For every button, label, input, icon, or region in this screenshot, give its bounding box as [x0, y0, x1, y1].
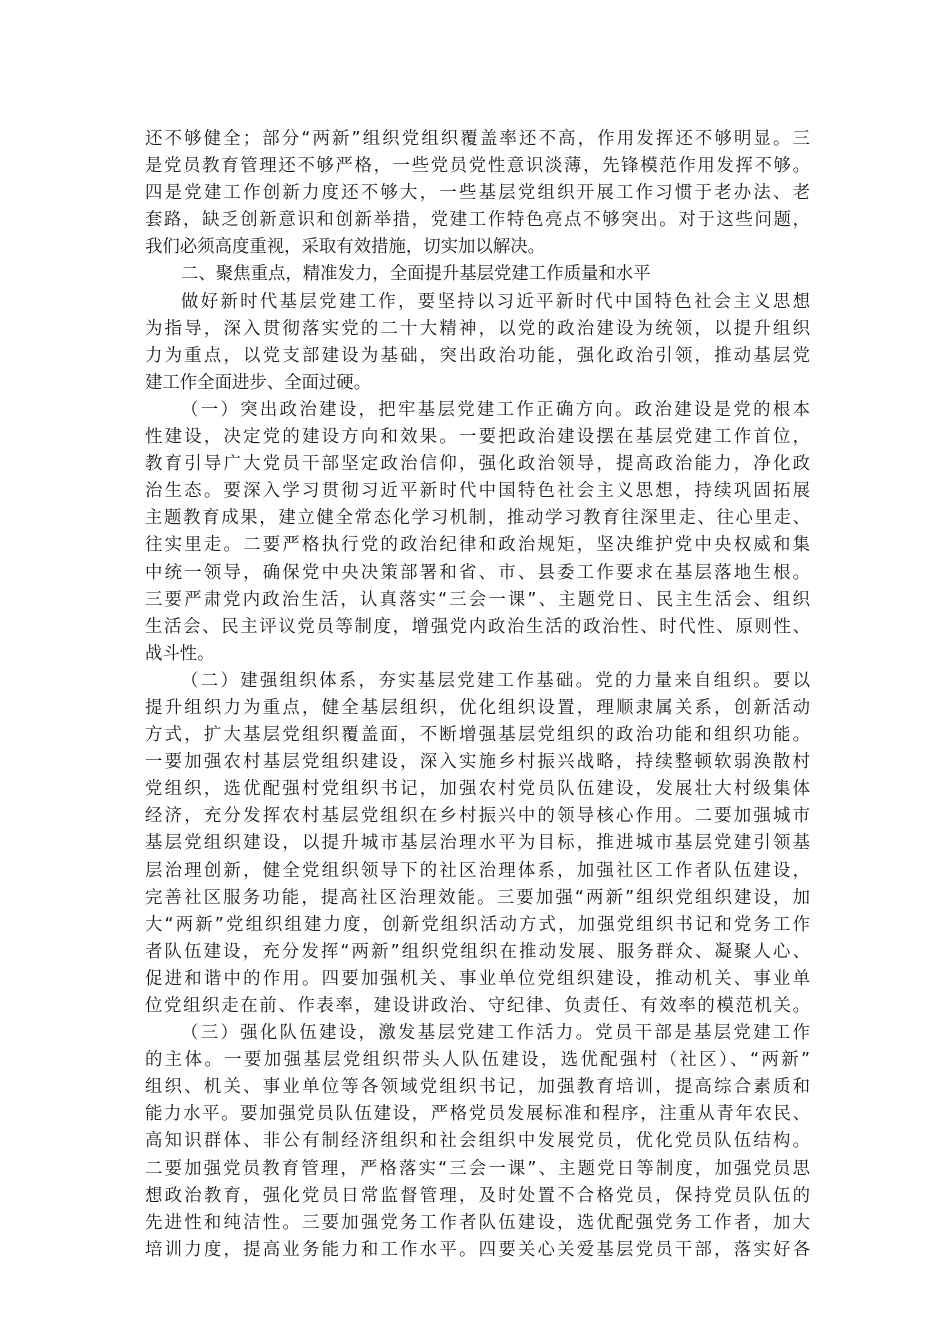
text-line: （三）强化队伍建设，激发基层党建工作活力。党员干部是基层党建工作 — [181, 1023, 810, 1044]
text-line: 能力水平。要加强党员队伍建设，严格党员发展标准和程序，注重从青年农民、 — [145, 1104, 810, 1125]
text-line: 先进性和纯洁性。三要加强党务工作者队伍建设，选优配强党务工作者，加大 — [145, 1212, 810, 1233]
text-line: 中统一领导，确保党中央决策部署和省、市、县委工作要求在基层落地生根。 — [145, 562, 810, 583]
document-body — [145, 126, 810, 1264]
text-line: （二）建强组织体系，夯实基层党建工作基础。党的力量来自组织。要以 — [181, 670, 810, 691]
text-line: 培训力度，提高业务能力和工作水平。四要关心关爱基层党员干部，落实好各 — [145, 1239, 810, 1260]
text-line: 往实里走。二要严格执行党的政治纪律和政治规矩，坚决维护党中央权威和集 — [145, 535, 810, 556]
text-line: 力为重点，以党支部建设为基础，突出政治功能，强化政治引领，推动基层党 — [145, 345, 810, 366]
text-line: 是党员教育管理还不够严格，一些党员党性意识淡薄，先锋模范作用发挥不够。 — [145, 156, 810, 177]
text-line: 层治理创新，健全党组织领导下的社区治理体系，加强社区工作者队伍建设， — [145, 860, 810, 881]
text-line: 生活会、民主评议党员等制度，增强党内政治生活的政治性、时代性、原则性、 — [145, 616, 810, 637]
text-line: 套路，缺乏创新意识和创新举措，党建工作特色亮点不够突出。对于这些问题， — [145, 210, 810, 231]
text-line: 者队伍建设，充分发挥“两新”组织党组织在推动发展、服务群众、凝聚人心、 — [145, 941, 810, 962]
text-line: 二、聚焦重点，精准发力，全面提升基层党建工作质量和水平 — [181, 264, 651, 285]
text-line: 为指导，深入贯彻落实党的二十大精神，以党的政治建设为统领，以提升组织 — [145, 318, 810, 339]
text-line: 一要加强农村基层党组织建设，深入实施乡村振兴战略，持续整顿软弱涣散村 — [145, 752, 810, 773]
text-line: 提升组织力为重点，健全基层组织，优化组织设置，理顺隶属关系，创新活动 — [145, 697, 810, 718]
text-line: 四是党建工作创新力度还不够大，一些基层党组织开展工作习惯于老办法、老 — [145, 183, 810, 204]
text-line: 方式，扩大基层党组织覆盖面，不断增强基层党组织的政治功能和组织功能。 — [145, 725, 810, 746]
text-line: 战斗性。 — [145, 643, 215, 664]
text-line: 促进和谐中的作用。四要加强机关、事业单位党组织建设，推动机关、事业单 — [145, 968, 810, 989]
text-line: 高知识群体、非公有制经济组织和社会组织中发展党员，优化党员队伍结构。 — [145, 1131, 810, 1152]
text-line: 建工作全面进步、全面过硬。 — [145, 372, 372, 393]
text-line: 基层党组织建设，以提升城市基层治理水平为目标，推进城市基层党建引领基 — [145, 833, 810, 854]
text-line: 的主体。一要加强基层党组织带头人队伍建设，选优配强村（社区）、“两新” — [145, 1050, 810, 1071]
text-line: 完善社区服务功能，提高社区治理效能。三要加强“两新”组织党组织建设，加 — [145, 887, 810, 908]
text-line: 二要加强党员教育管理，严格落实“三会一课”、主题党日等制度，加强党员思 — [145, 1158, 810, 1179]
text-line: 我们必须高度重视，采取有效措施，切实加以解决。 — [145, 237, 545, 258]
text-line: 党组织，选优配强村党组织书记，加强农村党员队伍建设，发展壮大村级集体 — [145, 779, 810, 800]
text-line: 大“两新”党组织组建力度，创新党组织活动方式，加强党组织书记和党务工作 — [145, 914, 810, 935]
text-line: 还不够健全；部分“两新”组织党组织覆盖率还不高，作用发挥还不够明显。三 — [145, 129, 810, 149]
text-line: 主题教育成果，建立健全常态化学习机制，推动学习教育往深里走、往心里走、 — [145, 508, 810, 529]
text-line: 教育引导广大党员干部坚定政治信仰，强化政治领导，提高政治能力，净化政 — [145, 454, 810, 475]
text-line: 做好新时代基层党建工作，要坚持以习近平新时代中国特色社会主义思想 — [181, 291, 810, 312]
text-line: 治生态。要深入学习贯彻习近平新时代中国特色社会主义思想，持续巩固拓展 — [145, 481, 810, 502]
text-line: 想政治教育，强化党员日常监督管理，及时处置不合格党员，保持党员队伍的 — [145, 1185, 810, 1206]
text-line: 性建设，决定党的建设方向和效果。一要把政治建设摆在基层党建工作首位， — [145, 427, 810, 448]
text-line: （一）突出政治建设，把牢基层党建工作正确方向。政治建设是党的根本 — [181, 399, 810, 420]
text-line: 组织、机关、事业单位等各领域党组织书记，加强教育培训，提高综合素质和 — [145, 1077, 810, 1098]
text-line: 位党组织走在前、作表率，建设讲政治、守纪律、负责任、有效率的模范机关。 — [145, 996, 810, 1016]
text-line: 经济，充分发挥农村基层党组织在乡村振兴中的领导核心作用。二要加强城市 — [145, 806, 810, 827]
text-line: 三要严肃党内政治生活，认真落实“三会一课”、主题党日、民主生活会、组织 — [145, 589, 810, 610]
